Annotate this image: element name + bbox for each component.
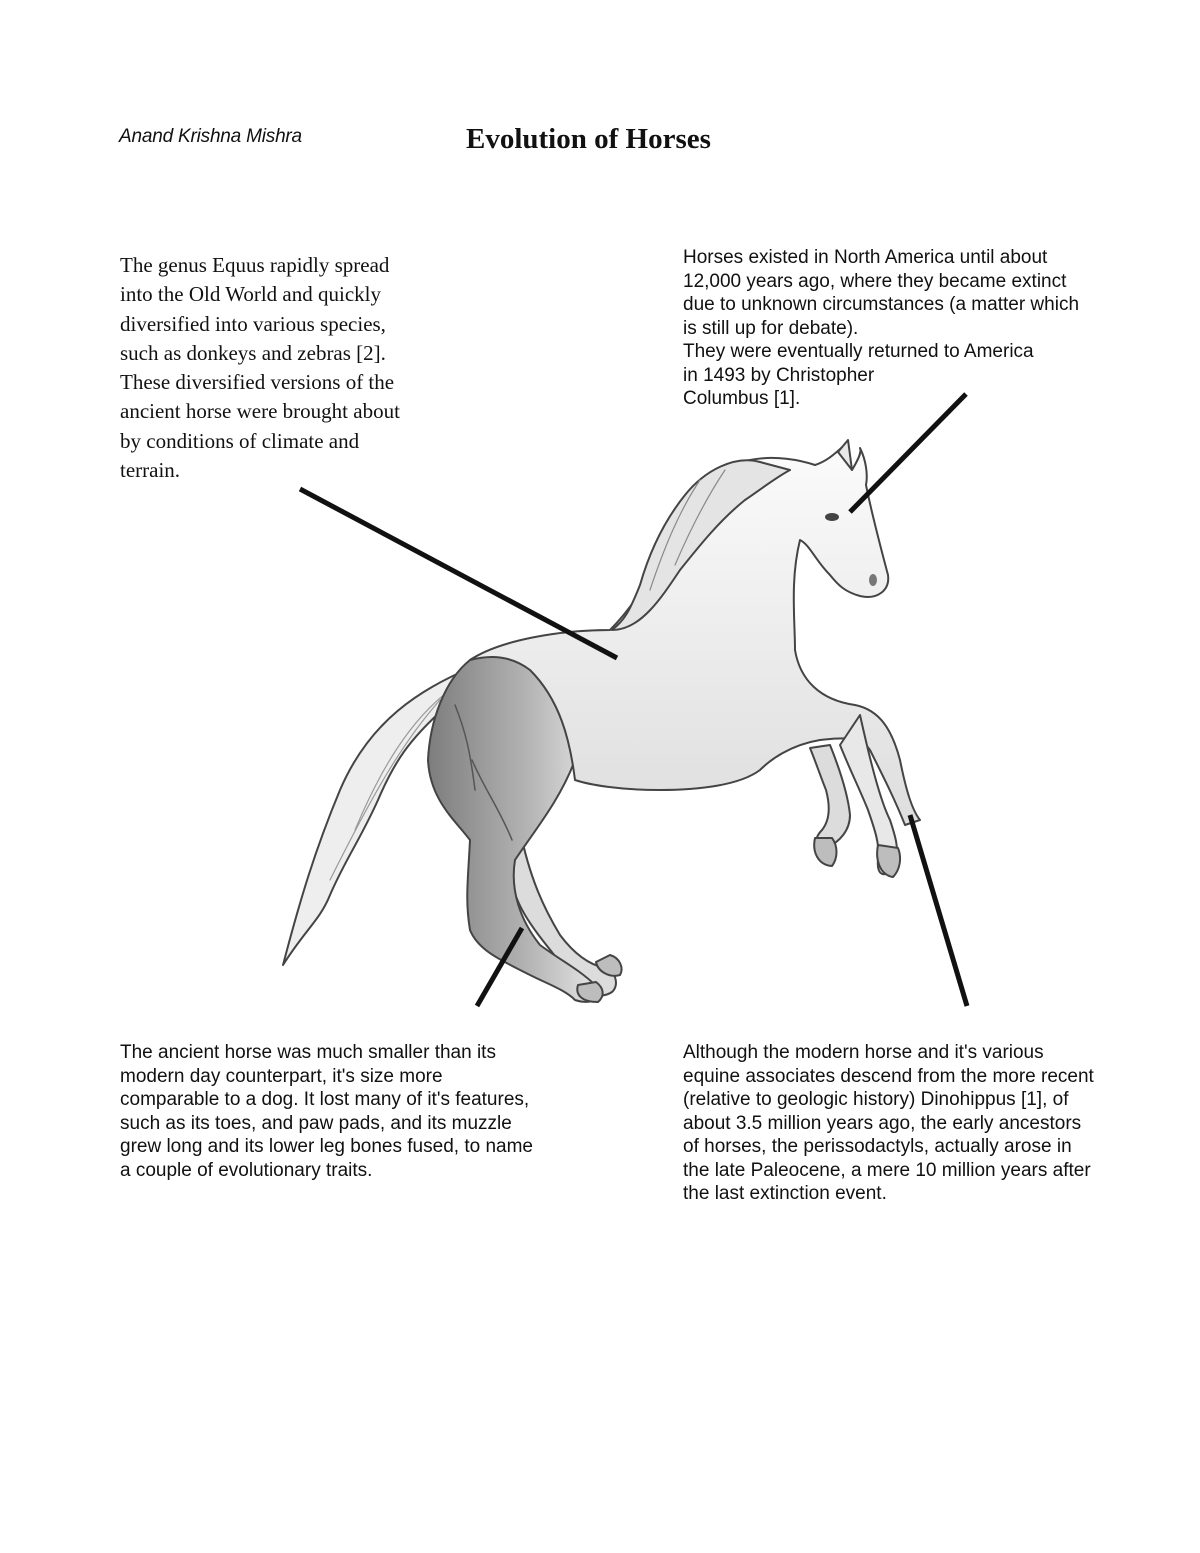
leader-line-bottom-right	[910, 815, 967, 1006]
caption-dinohippus: Although the modern horse and it's various equine associates descend from the more recent (relative to geologic history) Dinohippus [1], of about 3.5 million years ago, the early ancestors of horses, the perissodactyls, actually arose in the late Paleocene, a mere 10 million years after the last extinction event.	[683, 1042, 1094, 1204]
page-title: Evolution of Horses	[466, 123, 711, 155]
author-name: Anand Krishna Mishra	[119, 126, 302, 147]
leader-line-top-left	[300, 489, 617, 658]
caption-north-america: Horses existed in North America until about 12,000 years ago, where they became extinct due to unknown circumstances (a matter which is still up for debate). They were eventually returned to America in 1493 by Christopher Columbus [1].	[683, 247, 1080, 409]
horse-hoof-front-far	[814, 838, 836, 866]
horse-eye	[826, 514, 838, 520]
horse-nostril	[869, 574, 877, 586]
caption-equus-spread: The genus Equus rapidly spread into the Old World and quickly diversified into various species, such as donkeys and zebras [2]. These diversified versions of the ancient horse were brought about by conditions of climate and terrain.	[120, 253, 400, 483]
horse-front-leg-far	[810, 745, 850, 849]
leader-line-top-right	[850, 394, 966, 512]
caption-ancient-horse-size: The ancient horse was much smaller than its modern day counterpart, it's size more comparable to a dog. It lost many of it's features, such as its toes, and paw pads, and its muzzle grew long and its lower leg bones fused, to name a couple of evolutionary traits.	[120, 1042, 533, 1181]
rearing-horse-icon	[283, 440, 920, 1002]
